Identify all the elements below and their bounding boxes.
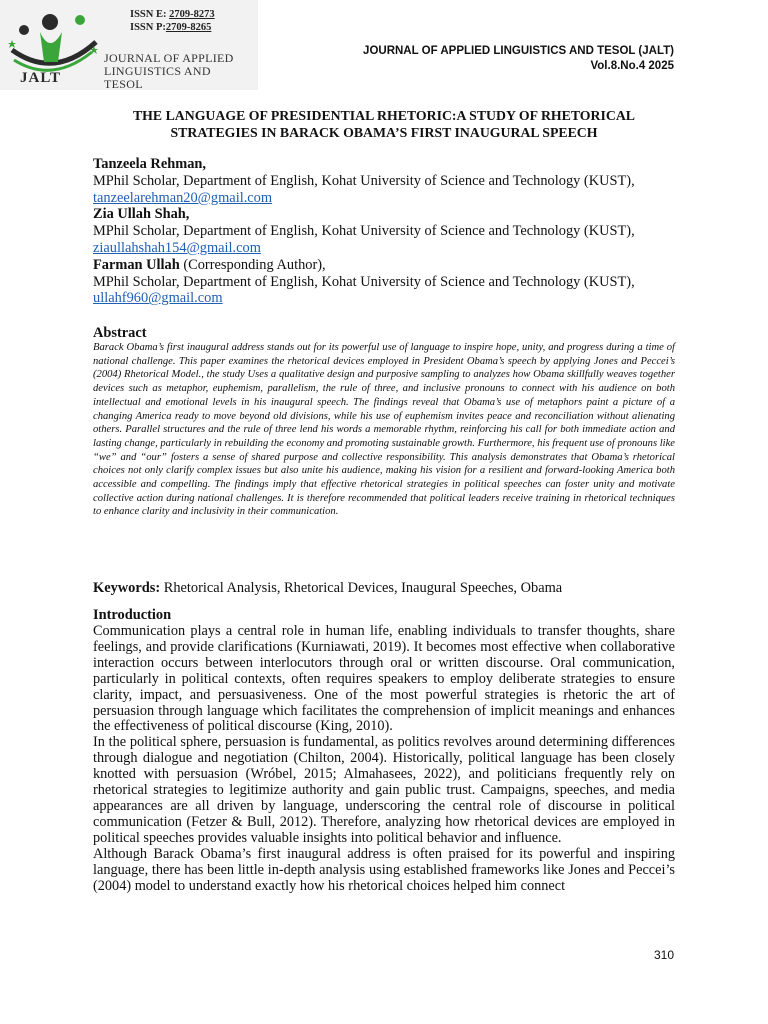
author-email-link[interactable]: ziaullahshah154@gmail.com xyxy=(93,239,261,256)
running-title: JOURNAL OF APPLIED LINGUISTICS AND TESOL (JALT) xyxy=(363,45,674,57)
running-header xyxy=(363,44,674,74)
corresponding-author-note: (Corresponding Author), xyxy=(179,256,326,273)
keywords-text: Rhetorical Analysis, Rhetorical Devices, Inaugural Speeches, Obama xyxy=(160,580,563,596)
author-name: Tanzeela Rehman, xyxy=(93,156,206,172)
author-affiliation: MPhil Scholar, Department of English, Kohat University of Science and Technology (KUST), xyxy=(93,273,635,290)
introduction-body xyxy=(93,624,675,894)
author-email-link[interactable]: tanzeelarehman20@gmail.com xyxy=(93,189,273,206)
author-entry xyxy=(93,206,683,256)
volume-issue: Vol.8.No.4 2025 xyxy=(590,60,674,72)
author-affiliation: MPhil Scholar, Department of English, Kohat University of Science and Technology (KUST), xyxy=(93,172,635,189)
paper-title: THE LANGUAGE OF PRESIDENTIAL RHETORIC:A STUDY OF RHETORICAL STRATEGIES IN BARACK OBAMA’S FIRST INAUGURAL SPEECH xyxy=(132,108,636,140)
introduction-heading: Introduction xyxy=(93,607,172,623)
journal-logo-block xyxy=(0,0,258,90)
intro-paragraph: In the political sphere, persuasion is fundamental, as politics revolves around determining differences through dialogue and negotiation (Chilton, 2004). Historically, political language has been closely knotted with persuasion (Wróbel, 2015; Almahasees, 2022), and politicians frequently rely on rhetorical strategies to legitimize authority and gain public trust. Campaigns, speeches, and media appearances are all driven by language, underscoring the central role of discourse in political communication (Fetzer & Bull, 2012). Therefore, analyzing how rhetorical devices are employed in political speeches provides valuable insights into political behavior and influence. xyxy=(93,734,675,846)
abstract-body: Barack Obama’s first inaugural address stands out for its powerful use of language to inspire hope, unity, and progress during a time of national challenge. This paper examines the rhetorical devices employed in President Obama’s speech by applying Jones and Peccei’s (2004) Rhetorical Model., the study Uses a qualitative design and purposive sampling to analyzes how Obama skillfully weaves together devices such as metaphor, euphemism, parallelism, the rule of three, and inclusive pronouns to connect with his audience on both intellectual and emotional levels in his inaugural speech. The findings reveal that Obama’s use of metaphors paint a picture of a changing America ready to move beyond old divisions, while his use of euphemism invites peace and reconciliation without alienating others. Parallel structures and the rule of three lend his words a memorable rhythm, reinforcing his call for both immediate action and lasting change, particularly in rebuilding the economy and promoting sustainable growth. Furthermore, his frequent use of pronouns like “we” and “our” fosters a sense of shared purpose and collective responsibility. This analysis demonstrates that Obama’s rhetorical choices not only clarify complex issues but also unite his audience, making his vision for a resilient and forward-looking America both accessible and compelling. The findings imply that effective rhetorical strategies in political speeches can foster unity and motivate collective action during national challenges. It is therefore recommended that political leaders receive training in rhetorical techniques to enhance clarity and inclusivity in their communication. xyxy=(93,342,676,518)
keywords-label: Keywords: xyxy=(93,580,161,596)
page-number: 310 xyxy=(653,948,674,962)
author-affiliation: MPhil Scholar, Department of English, Kohat University of Science and Technology (KUST), xyxy=(93,223,635,240)
author-entry xyxy=(93,156,683,206)
logo-journal-name: JOURNAL OF APPLIED LINGUISTICS AND TESOL xyxy=(104,51,234,91)
author-entry xyxy=(93,257,683,307)
author-name: Farman Ullah xyxy=(93,256,180,273)
abstract-heading: Abstract xyxy=(93,325,147,341)
author-email-link[interactable]: ullahf960@gmail.com xyxy=(93,290,223,307)
intro-paragraph: Communication plays a central role in human life, enabling individuals to transfer thoughts, share feelings, and provide clarifications (Kurniawati, 2019). It becomes most effective when collaborative interaction occurs between interlocutors through oral or written discourse. Oral communication, particularly in political contexts, often requires speakers to employ deliberate strategies to ensure clarity, impact, and persuasiveness. One of the most powerful strategies is rhetoric the art of persuasion through language which facilitates the comprehension of implicit meanings and enhances the effectiveness of political discourse (King, 2010). xyxy=(93,623,675,735)
author-name: Zia Ullah Shah, xyxy=(93,206,190,223)
keywords-line xyxy=(93,580,562,597)
logo-acronym: JALT xyxy=(20,70,61,86)
author-list xyxy=(93,156,683,307)
issn-electronic: ISSN E: 2709-8273 xyxy=(130,9,215,20)
intro-paragraph: Although Barack Obama’s first inaugural address is often praised for its powerful and inspiring language, there has been little in-depth analysis using established frameworks like Jones and Peccei’s (2004) model to understand exactly how his rhetorical choices helped him connect xyxy=(93,845,675,894)
issn-print: ISSN P:2709-8265 xyxy=(130,22,212,33)
